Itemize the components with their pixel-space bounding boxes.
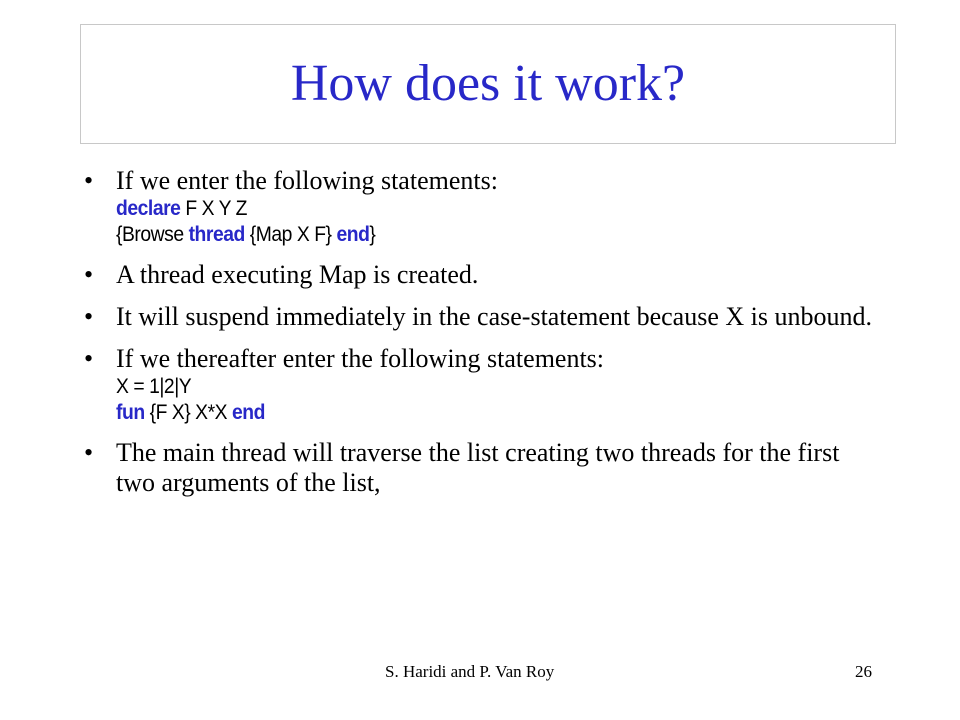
bullet-dot-icon: • bbox=[84, 438, 94, 467]
code-text: } bbox=[369, 223, 376, 246]
bullet-text: A thread executing Map is created. bbox=[116, 260, 479, 289]
bullet-list bbox=[84, 166, 874, 510]
code-text: F X Y Z bbox=[180, 197, 247, 220]
title-box bbox=[80, 24, 896, 144]
bullet-text: If we thereafter enter the following statements: bbox=[116, 344, 605, 373]
code-keyword: thread bbox=[188, 223, 245, 246]
code-line bbox=[116, 400, 813, 426]
code-text: {F X} X*X bbox=[144, 401, 232, 424]
bullet-text: It will suspend immediately in the case-statement because X is unbound. bbox=[116, 302, 872, 331]
bullet-item bbox=[84, 344, 874, 426]
bullet-item bbox=[84, 302, 874, 332]
bullet-dot-icon: • bbox=[84, 260, 94, 289]
code-keyword: end bbox=[336, 223, 370, 246]
bullet-text: The main thread will traverse the list creating two threads for the first two arguments of the list, bbox=[116, 438, 840, 497]
code-keyword: end bbox=[231, 401, 265, 424]
bullet-item bbox=[84, 438, 874, 498]
code-keyword: fun bbox=[116, 401, 145, 424]
code-text: {Browse bbox=[116, 223, 189, 246]
code-keyword: declare bbox=[116, 197, 181, 220]
code-line bbox=[116, 196, 813, 222]
code-line bbox=[116, 222, 813, 248]
bullet-item bbox=[84, 260, 874, 290]
code-text: X = 1|2|Y bbox=[116, 375, 192, 398]
bullet-dot-icon: • bbox=[84, 166, 94, 195]
code-text: {Map X F} bbox=[244, 223, 337, 246]
bullet-dot-icon: • bbox=[84, 302, 94, 331]
bullet-dot-icon: • bbox=[84, 344, 94, 373]
code-line bbox=[116, 374, 813, 400]
bullet-item bbox=[84, 166, 874, 248]
bullet-text: If we enter the following statements: bbox=[116, 166, 498, 195]
slide-title: How does it work? bbox=[290, 55, 686, 112]
footer-author: S. Haridi and P. Van Roy bbox=[385, 662, 555, 681]
page-number: 26 bbox=[855, 662, 872, 681]
